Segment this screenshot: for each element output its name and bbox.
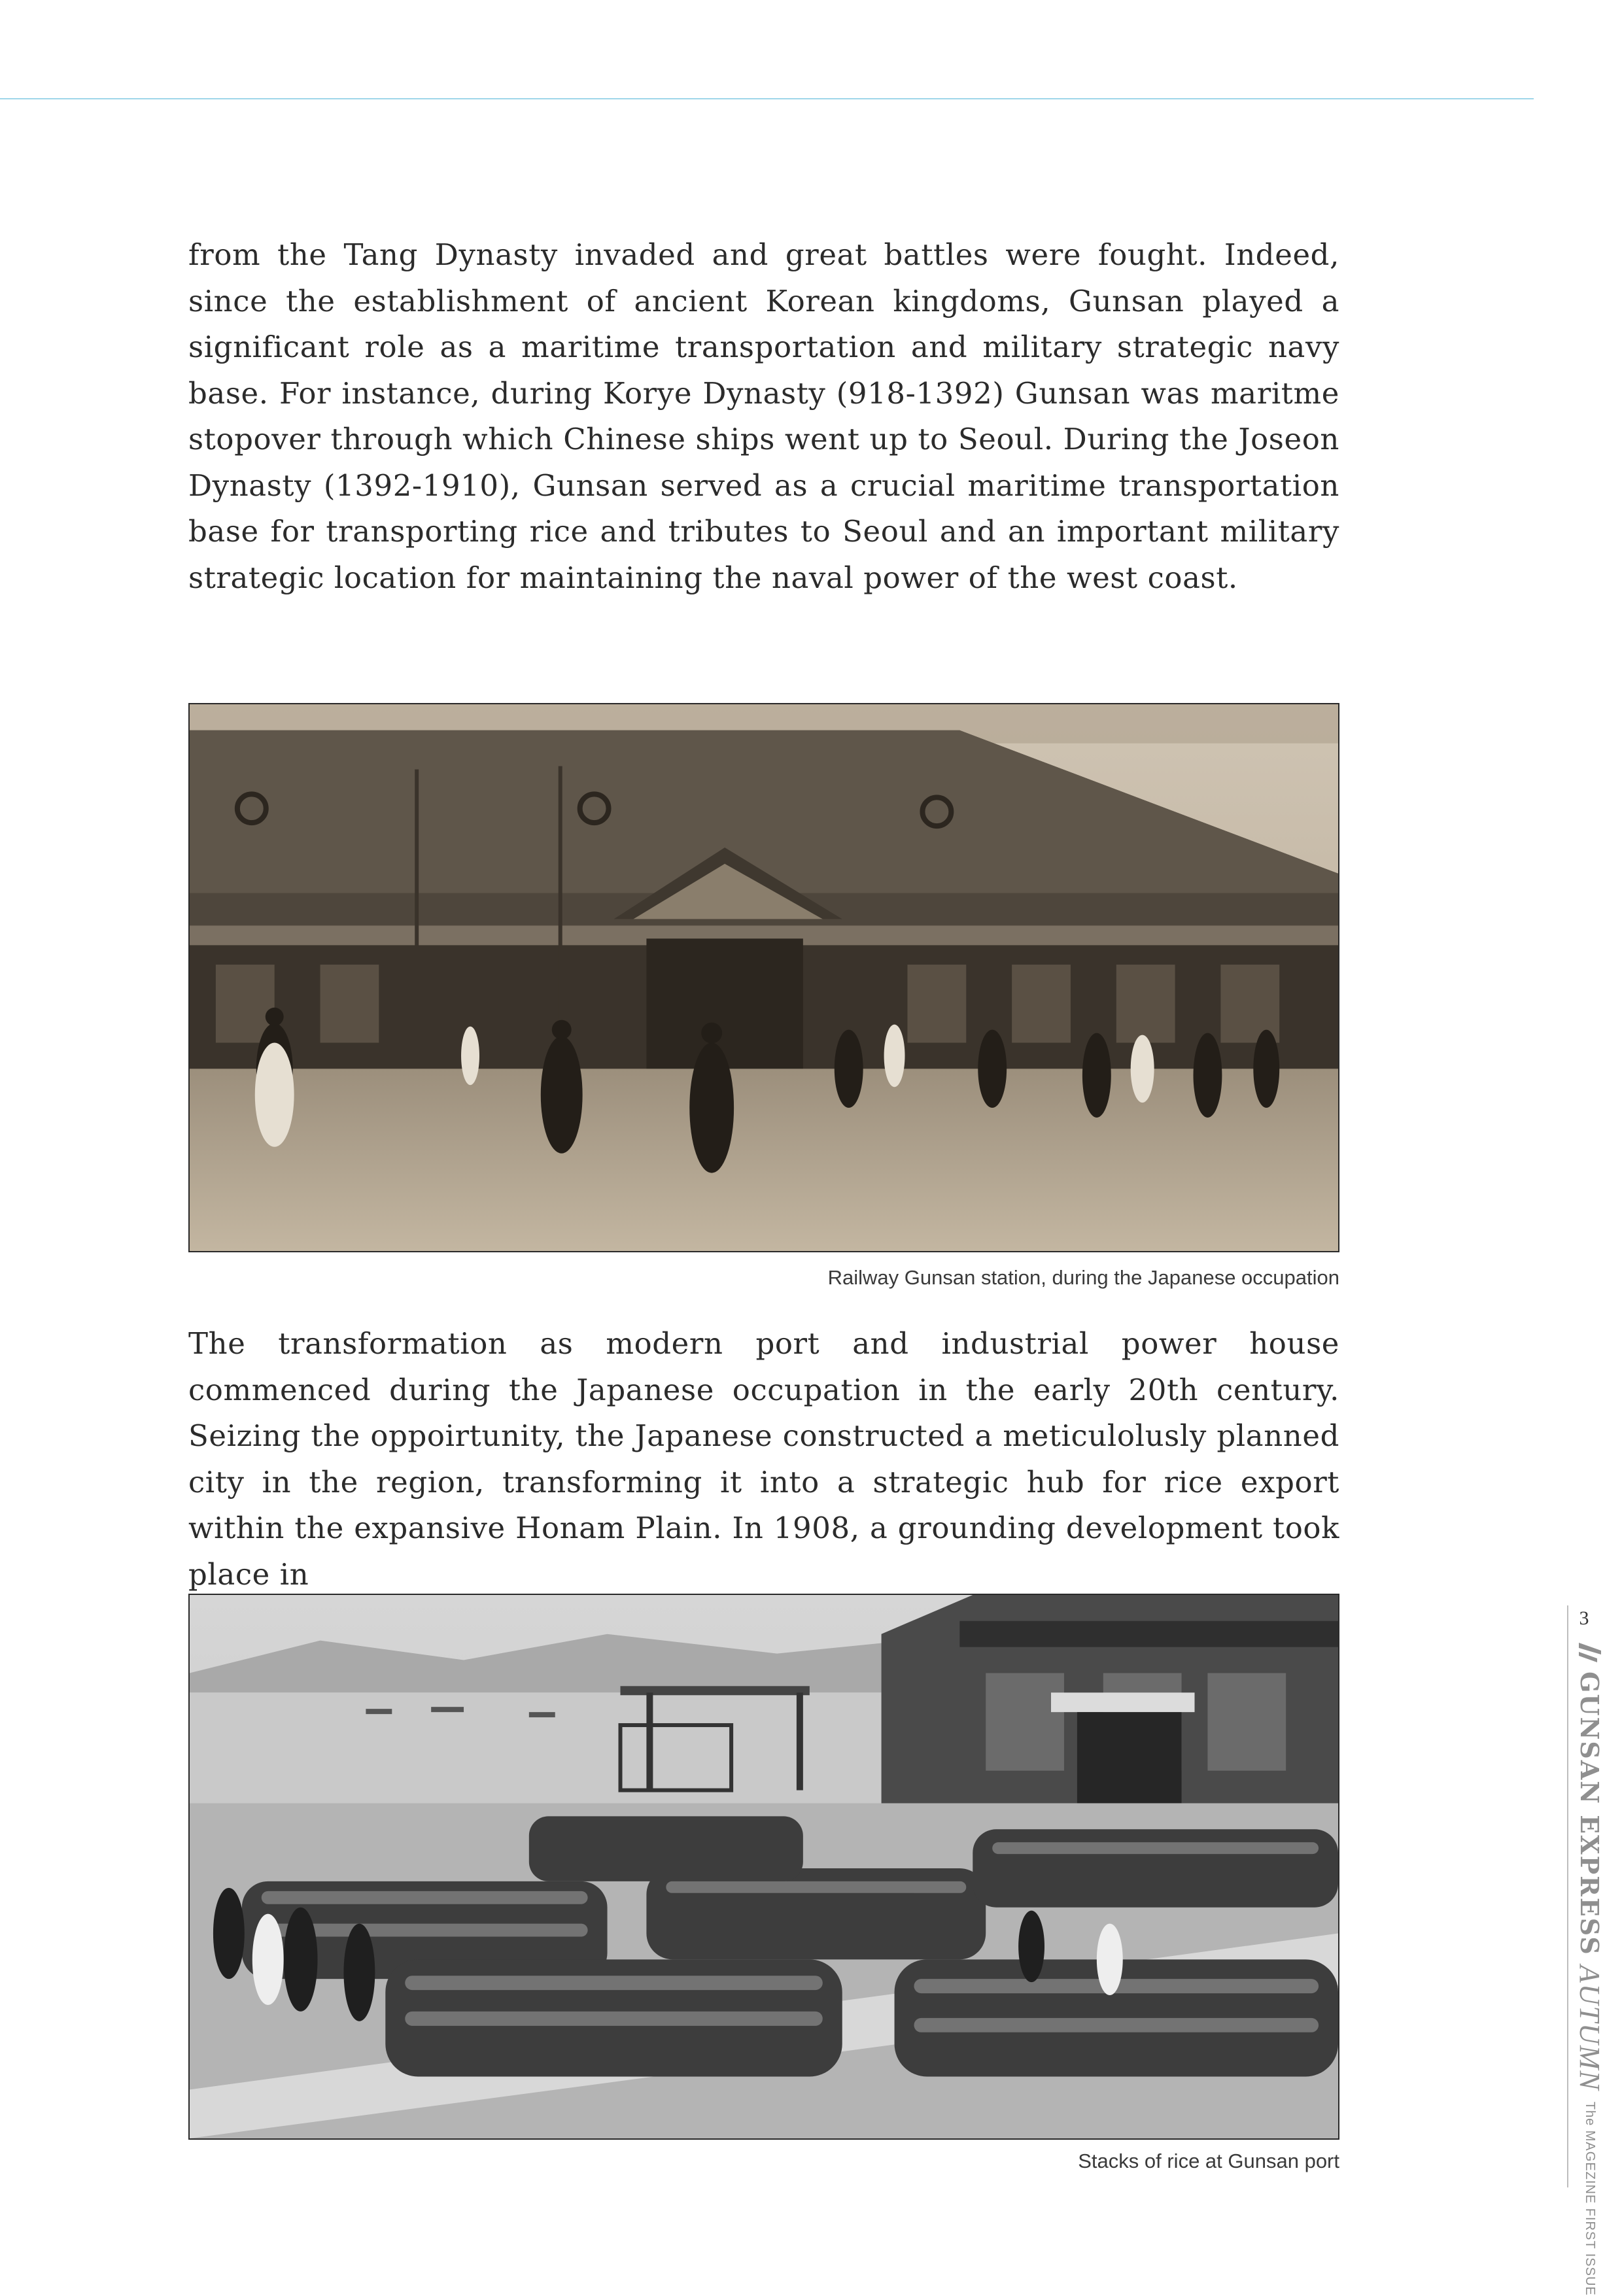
body-paragraph-2: The transformation as modern port and industrial power house commenced during the Japanese occupation in the early 20th century. Seizing the oppoirtunity, the Japanese constructed a meticulolusly planned city in the region, transforming it into a strategic hub for rice export within the expansive Honam Plain. In 1908, a grounding development took place in bbox=[188, 1326, 1339, 1592]
masthead-issue: The MAGEZINE FIRST ISSUE bbox=[1583, 2101, 1597, 2296]
port-photo-caption: Stacks of rice at Gunsan port bbox=[1078, 2150, 1339, 2172]
masthead-season: AUTUMN bbox=[1574, 1964, 1606, 2091]
body-paragraph-1: from the Tang Dynasty invaded and great battles were fought. Indeed, since the establishment of ancient Korean kingdoms, Gunsan played a significant role as a maritime transportation and military strategic navy base. For instance, during Korye Dynasty (918-1392) Gunsan was maritme stopover through which Chinese ships went up to Seoul. During the Joseon Dynasty (1392-1910), Gunsan served as a crucial maritime transportation base for transporting rice and tributes to Seoul and an important military strategic location for maintaining the naval power of the west coast. bbox=[188, 237, 1339, 595]
station-photo-caption: Railway Gunsan station, during the Japanese occupation bbox=[827, 1266, 1339, 1289]
magazine-logo-icon bbox=[1576, 1641, 1604, 1664]
station-photo bbox=[188, 703, 1339, 1252]
port-photo bbox=[188, 1594, 1339, 2140]
station-photo-illustration bbox=[190, 704, 1338, 1251]
masthead-brand: GUNSAN EXPRESS bbox=[1575, 1671, 1604, 1956]
header-rule bbox=[0, 98, 1534, 99]
sidebar-rule bbox=[1567, 1605, 1568, 2187]
port-photo-illustration bbox=[190, 1595, 1338, 2138]
sidebar-masthead bbox=[1573, 1641, 1606, 2296]
page-number: 3 bbox=[1579, 1607, 1589, 1629]
